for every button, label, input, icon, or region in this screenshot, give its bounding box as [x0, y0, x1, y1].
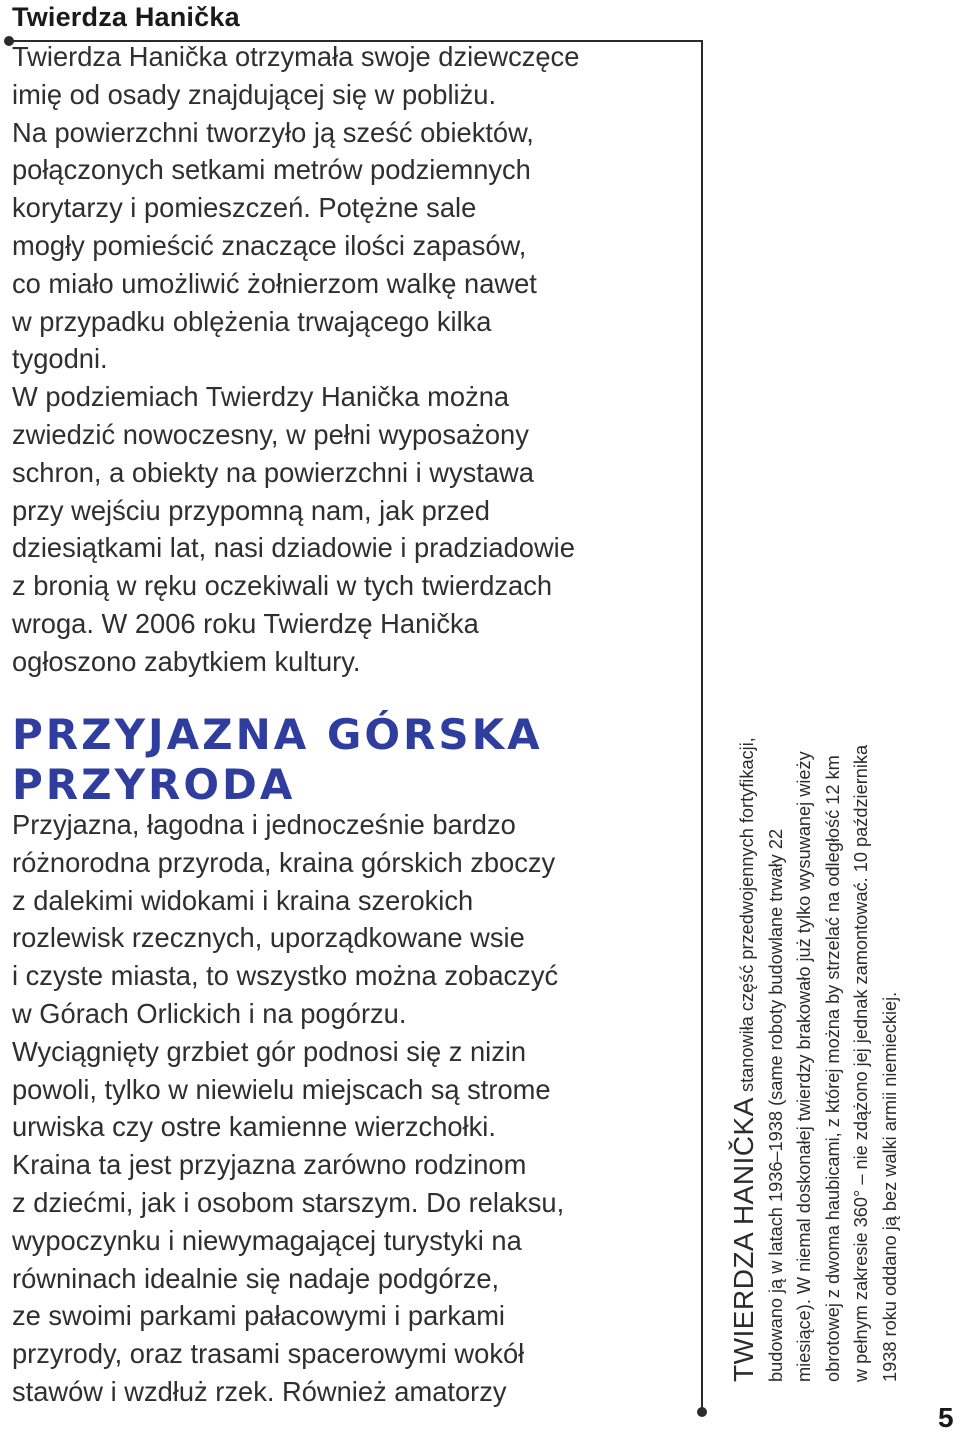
text-line: Na powierzchni tworzyło ją sześć obiektów,: [12, 116, 534, 148]
frame-dot-bottom: [697, 1407, 707, 1417]
sidebar-note: [730, 562, 904, 1382]
text-line: w przypadku oblężenia trwającego kilka: [12, 305, 492, 337]
section-heading-line: PRZYJAZNA GÓRSKA: [12, 710, 543, 759]
sidebar-line: miesiące). W niemal doskonałej twierdzy brakowało już tylko wysuwanej wieży: [794, 751, 814, 1382]
text-line: schron, a obiekty na powierzchni i wystawa: [12, 456, 534, 488]
text-line: z dziećmi, jak i osobom starszym. Do relaksu,: [12, 1186, 565, 1218]
sidebar-line: w pełnym zakresie 360° – nie zdążono jej jednak zamontować. 10 października: [851, 744, 871, 1382]
sidebar-title: TWIERDZA HANIČKA: [728, 1097, 759, 1382]
text-line: w Górach Orlickich i na pogórzu.: [12, 997, 407, 1029]
section-heading-nature: [12, 710, 543, 810]
sidebar-first-line: stanowiła część przedwojennych fortyfikacji,: [737, 737, 757, 1098]
sidebar-line: 1938 roku oddano ją bez walki armii niemieckiej.: [879, 991, 900, 1382]
text-line: co miało umożliwić żołnierzom walkę nawet: [12, 267, 537, 299]
text-line: imię od osady znajdującej się w pobliżu.: [12, 78, 497, 110]
text-line: powoli, tylko w niewielu miejscach są strome: [12, 1073, 551, 1105]
sidebar-line: budowano ją w latach 1936–1938 (same roboty budowlane trwały 22: [765, 828, 786, 1382]
text-line: urwiska czy ostre kamienne wierzchołki.: [12, 1111, 496, 1143]
frame-rule-vertical: [701, 40, 703, 1412]
paragraph-nature: [12, 806, 682, 1411]
text-line: ogłoszono zabytkiem kultury.: [12, 645, 361, 677]
text-line: zwiedzić nowoczesny, w pełni wyposażony: [12, 418, 529, 450]
text-line: i czyste miasta, to wszystko można zobaczyć: [12, 960, 559, 992]
sidebar-line: [730, 562, 762, 1382]
text-line: wypoczynku i niewymagającej turystyki na: [12, 1224, 522, 1256]
sidebar-line: obrotowej z dwoma haubicami, z której można by strzelać na odległość 12 km: [822, 755, 843, 1382]
text-line: rozlewisk rzecznych, uporządkowane wsie: [12, 922, 525, 954]
text-line: z dalekimi widokami i kraina szerokich: [12, 884, 474, 916]
page-number: 5: [938, 1402, 954, 1433]
paragraph-fortress: [12, 38, 682, 681]
text-line: różnorodna przyroda, kraina górskich zboczy: [12, 846, 556, 878]
section-heading-line: PRZYRODA: [12, 760, 296, 809]
text-line: równinach idealnie się nadaje podgórze,: [12, 1262, 500, 1294]
text-line: Twierdza Hanička otrzymała swoje dziewczęce: [12, 41, 580, 72]
text-line: W podziemiach Twierdzy Hanička można: [12, 381, 510, 413]
text-line: z bronią w ręku oczekiwali w tych twierdzach: [12, 570, 553, 602]
text-line: przy wejściu przypomną nam, jak przed: [12, 494, 490, 526]
text-line: ze swoimi parkami pałacowymi i parkami: [12, 1300, 505, 1332]
text-line: Przyjazna, łagodna i jednocześnie bardzo: [12, 809, 516, 840]
text-line: tygodni.: [12, 343, 108, 375]
text-line: stawów i wzdłuż rzek. Również amatorzy: [12, 1375, 507, 1407]
text-line: wroga. W 2006 roku Twierdzę Hanička: [12, 607, 479, 639]
text-line: mogły pomieścić znaczące ilości zapasów,: [12, 229, 527, 261]
page-title: Twierdza Hanička: [12, 2, 240, 32]
text-line: korytarzy i pomieszczeń. Potężne sale: [12, 192, 477, 224]
text-line: Wyciągnięty grzbiet gór podnosi się z nizin: [12, 1035, 527, 1067]
text-line: dziesiątkami lat, nasi dziadowie i pradziadowie: [12, 532, 575, 564]
text-line: przyrody, oraz trasami spacerowymi wokół: [12, 1338, 525, 1370]
text-line: połączonych setkami metrów podziemnych: [12, 154, 531, 186]
text-line: Kraina ta jest przyjazna zarówno rodzinom: [12, 1149, 527, 1181]
